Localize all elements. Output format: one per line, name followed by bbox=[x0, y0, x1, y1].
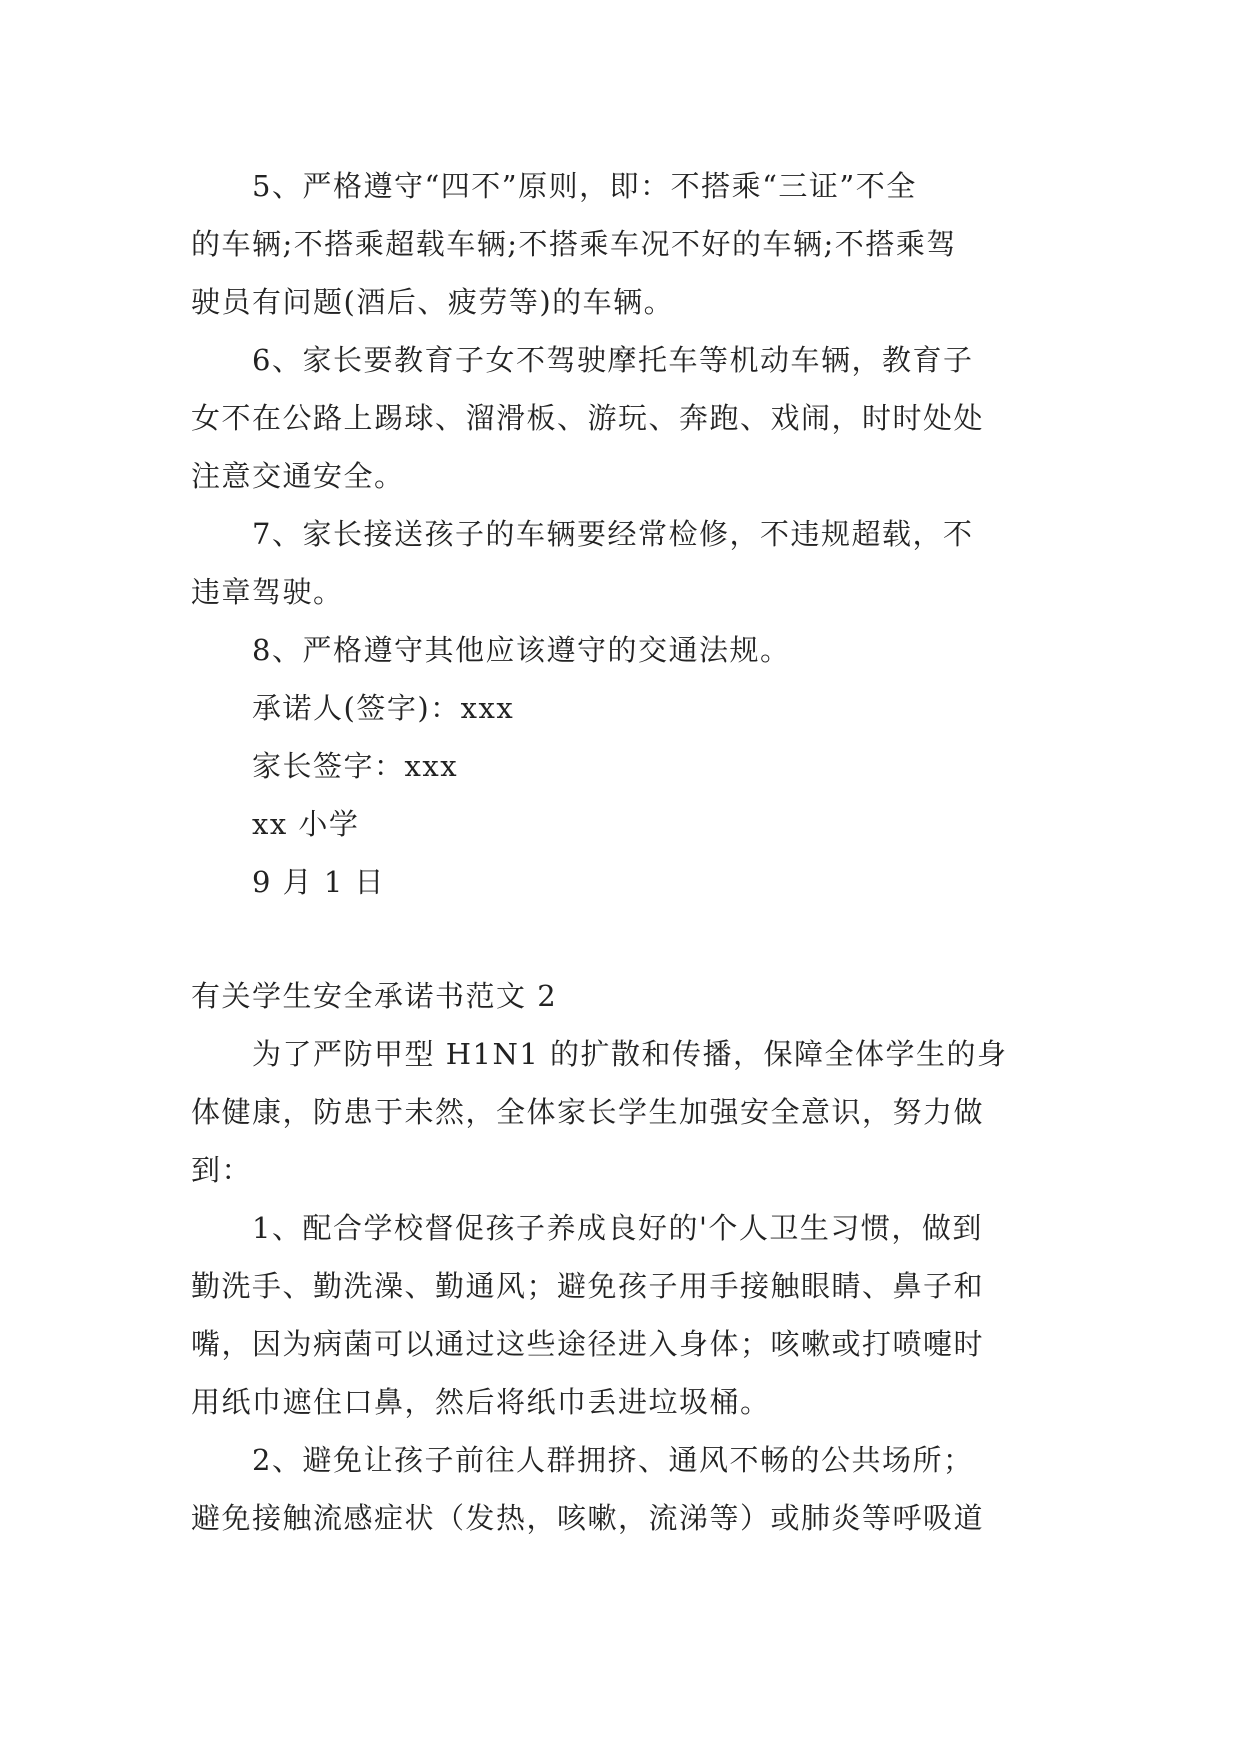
text-line: 嘴，因为病菌可以通过这些途径进入身体；咳嗽或打喷嚏时 bbox=[191, 1327, 985, 1361]
text-line: 注意交通安全。 bbox=[191, 459, 405, 493]
text-line: 避免接触流感症状（发热，咳嗽，流涕等）或肺炎等呼吸道 bbox=[191, 1501, 985, 1535]
parent-signature-line: 家长签字：xxx bbox=[191, 749, 459, 783]
date-line: 9 月 1 日 bbox=[191, 865, 386, 899]
signature-line: 承诺人(签字)：xxx bbox=[191, 691, 515, 725]
text-line: 2、避免让孩子前往人群拥挤、通风不畅的公共场所； bbox=[191, 1443, 974, 1477]
text-line: 为了严防甲型 H1N1 的扩散和传播，保障全体学生的身 bbox=[191, 1037, 1008, 1071]
text-line: 用纸巾遮住口鼻，然后将纸巾丢进垃圾桶。 bbox=[191, 1385, 771, 1419]
text-line: 1、配合学校督促孩子养成良好的'个人卫生习惯，做到 bbox=[191, 1211, 983, 1245]
text-line: 6、家长要教育子女不驾驶摩托车等机动车辆，教育子 bbox=[191, 343, 974, 377]
text-line: 8、严格遵守其他应该遵守的交通法规。 bbox=[191, 633, 791, 667]
text-line: 驶员有问题(酒后、疲劳等)的车辆。 bbox=[191, 285, 675, 319]
text-line: 的车辆;不搭乘超载车辆;不搭乘车况不好的车辆;不搭乘驾 bbox=[191, 227, 957, 261]
text-line: 违章驾驶。 bbox=[191, 575, 344, 609]
text-line: 体健康，防患于未然，全体家长学生加强安全意识，努力做 bbox=[191, 1095, 985, 1129]
school-line: xx 小学 bbox=[191, 807, 360, 841]
text-line: 勤洗手、勤洗澡、勤通风；避免孩子用手接触眼睛、鼻子和 bbox=[191, 1269, 985, 1303]
text-line: 7、家长接送孩子的车辆要经常检修，不违规超载，不 bbox=[191, 517, 974, 551]
text-line: 女不在公路上踢球、溜滑板、游玩、奔跑、戏闹，时时处处 bbox=[191, 401, 985, 435]
text-line: 5、严格遵守“四不”原则，即：不搭乘“三证”不全 bbox=[191, 169, 917, 203]
text-line: 到： bbox=[191, 1153, 253, 1187]
section-title: 有关学生安全承诺书范文 2 bbox=[191, 979, 558, 1013]
